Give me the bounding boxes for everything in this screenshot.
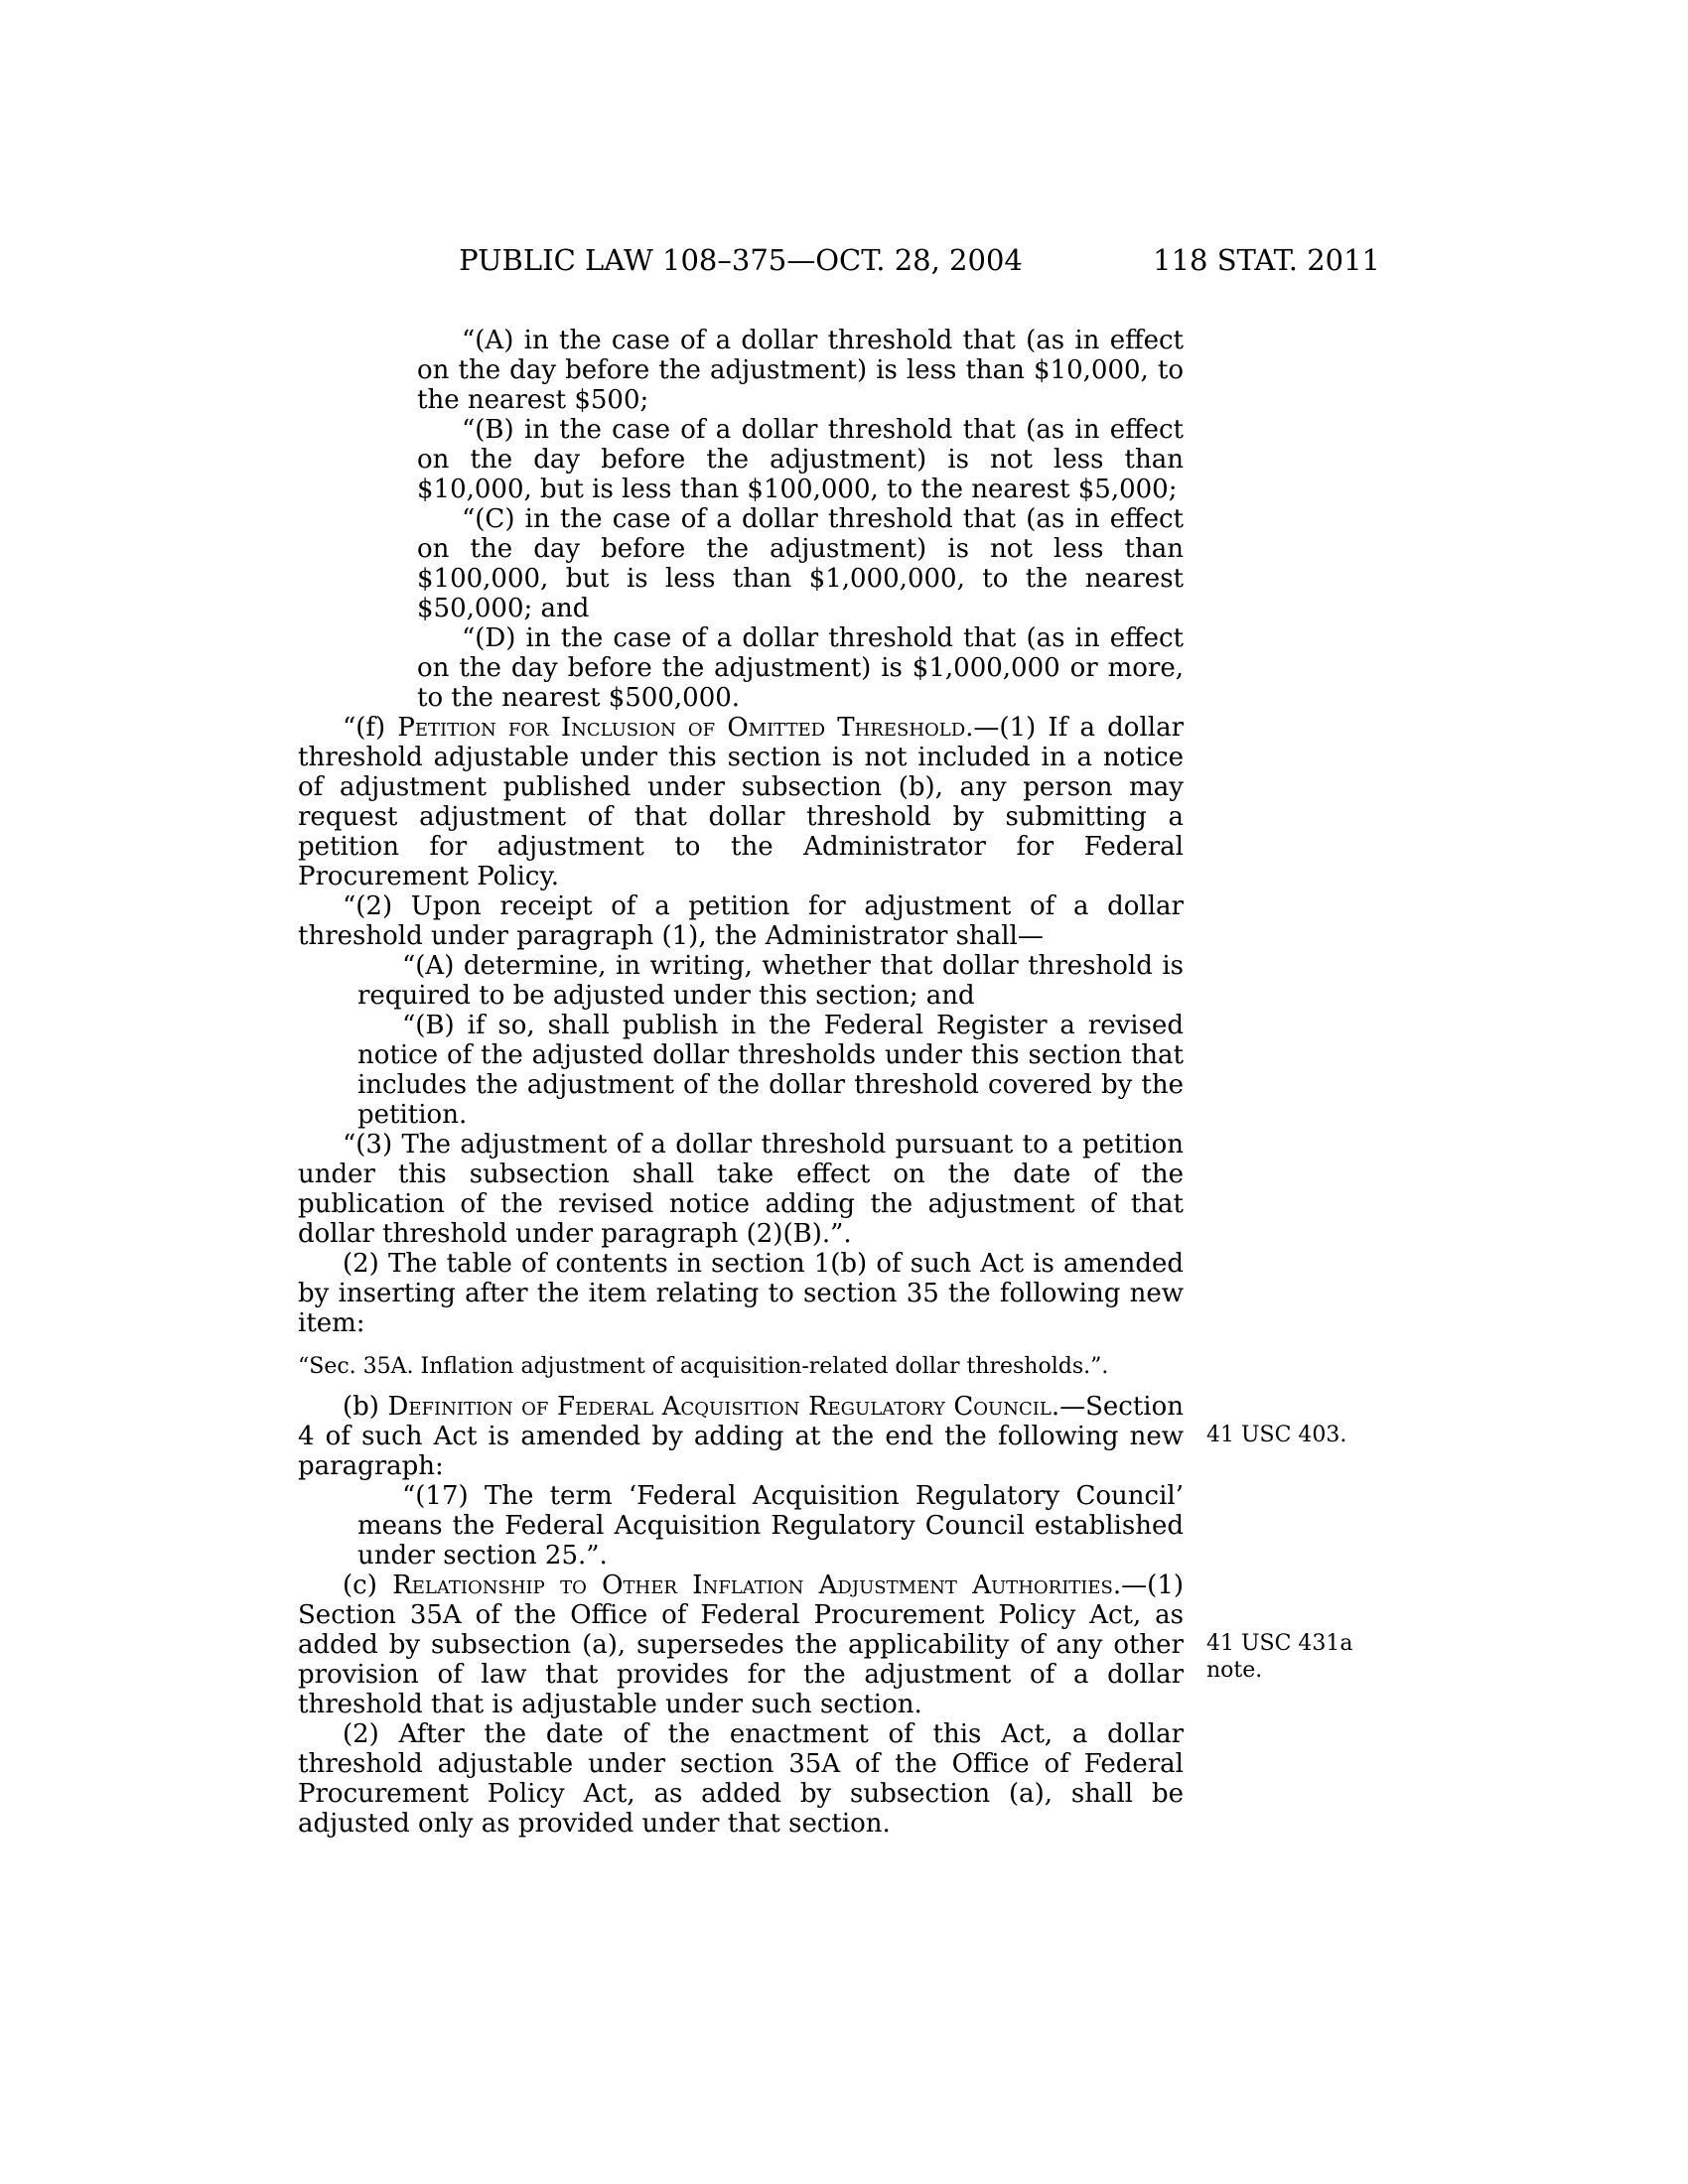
text-run: .—(1) Section 35A of the Office of Federal Procurement Policy Act, as added by subsection (a), supersedes the applicability of any other provision of law that provides for the adjustment of a dollar threshold that is adjustable under such section. [298, 1570, 1184, 1719]
statute-paragraph [298, 1392, 1184, 1481]
header-stat-page: 118 STAT. 2011 [1153, 243, 1380, 277]
header-law-number: PUBLIC LAW 108–375—OCT. 28, 2004 [459, 243, 1023, 277]
text-run: “(17) The term ‘Federal Acquisition Regulatory Council’ means the Federal Acquisition Regulatory Council established under section 25.”. [357, 1481, 1184, 1570]
text-run: “(f) [343, 713, 398, 743]
statute-paragraph [417, 623, 1184, 713]
text-run: (2) After the date of the enactment of this Act, a dollar threshold adjustable under section 35A of the Office of Federal Procurement Policy Act, as added by subsection (a), shall be adjusted only as provided under that section. [298, 1719, 1184, 1839]
text-run: “(B) if so, shall publish in the Federal Register a revised notice of the adjusted dollar thresholds under this section that includes the adjustment of the dollar threshold covered by the petition. [357, 1011, 1184, 1130]
statute-paragraph [298, 1719, 1184, 1839]
statute-paragraph [357, 1481, 1184, 1570]
text-run: “(B) in the case of a dollar threshold that (as in effect on the day before the adjustment) is not less than $10,000, but is less than $100,000, to the nearest $5,000; [417, 415, 1184, 504]
text-run: (2) The table of contents in section 1(b) of such Act is amended by inserting after the item relating to section 35 the following new item: [298, 1249, 1184, 1338]
text-run: (b) [343, 1392, 388, 1422]
text-run: .—(1) If a dollar threshold adjustable under this section is not included in a notice of adjustment published under subsection (b), any person may request adjustment of that dollar threshold by submitting a petition for adjustment to the Administrator for Federal Procurement Policy. [298, 713, 1185, 891]
text-run: .—Section 4 of such Act is amended by adding at the end the following new paragraph: [298, 1392, 1184, 1481]
text-run: “(D) in the case of a dollar threshold that (as in effect on the day before the adjustment) is $1,000,000 or more, to the nearest $500,000. [417, 623, 1184, 713]
margin-note: 41 USC 403. [1206, 1423, 1347, 1447]
margin-note: 41 USC 431a note. [1206, 1631, 1353, 1683]
small-caps-heading: Petition for Inclusion of Omitted Threshold [397, 713, 966, 743]
statute-paragraph [417, 326, 1184, 415]
text-run: “(A) determine, in writing, whether that dollar threshold is required to be adjusted under this section; and [357, 951, 1184, 1011]
statute-paragraph [298, 1570, 1184, 1719]
statute-paragraph [417, 504, 1184, 623]
text-run: “Sec. 35A. Inflation adjustment of acquisition-related dollar thresholds.”. [298, 1354, 1109, 1379]
text-run: “(2) Upon receipt of a petition for adjustment of a dollar threshold under paragraph (1), the Administrator shall— [298, 891, 1184, 951]
statute-text-column [298, 326, 1184, 1839]
text-run: (c) [343, 1570, 393, 1600]
toc-item-line [298, 1354, 1184, 1380]
statute-paragraph [298, 1130, 1184, 1249]
statute-paragraph [417, 415, 1184, 504]
text-run: “(A) in the case of a dollar threshold that (as in effect on the day before the adjustment) is less than $10,000, to the nearest $500; [417, 326, 1184, 415]
statute-paragraph [298, 891, 1184, 951]
statute-paragraph [357, 1011, 1184, 1130]
statute-paragraph [357, 951, 1184, 1011]
text-run: “(3) The adjustment of a dollar threshold pursuant to a petition under this subsection shall take effect on the date of the publication of the revised notice adding the adjustment of that dollar threshold under paragraph (2)(B).”. [298, 1130, 1184, 1249]
small-caps-heading: Relationship to Other Inflation Adjustment Authorities [392, 1570, 1113, 1600]
text-run: “(C) in the case of a dollar threshold that (as in effect on the day before the adjustment) is not less than $100,000, but is less than $1,000,000, to the nearest $50,000; and [417, 504, 1184, 623]
small-caps-heading: Definition of Federal Acquisition Regulatory Council [387, 1392, 1052, 1422]
statute-paragraph [298, 1249, 1184, 1338]
statute-paragraph [298, 713, 1184, 891]
